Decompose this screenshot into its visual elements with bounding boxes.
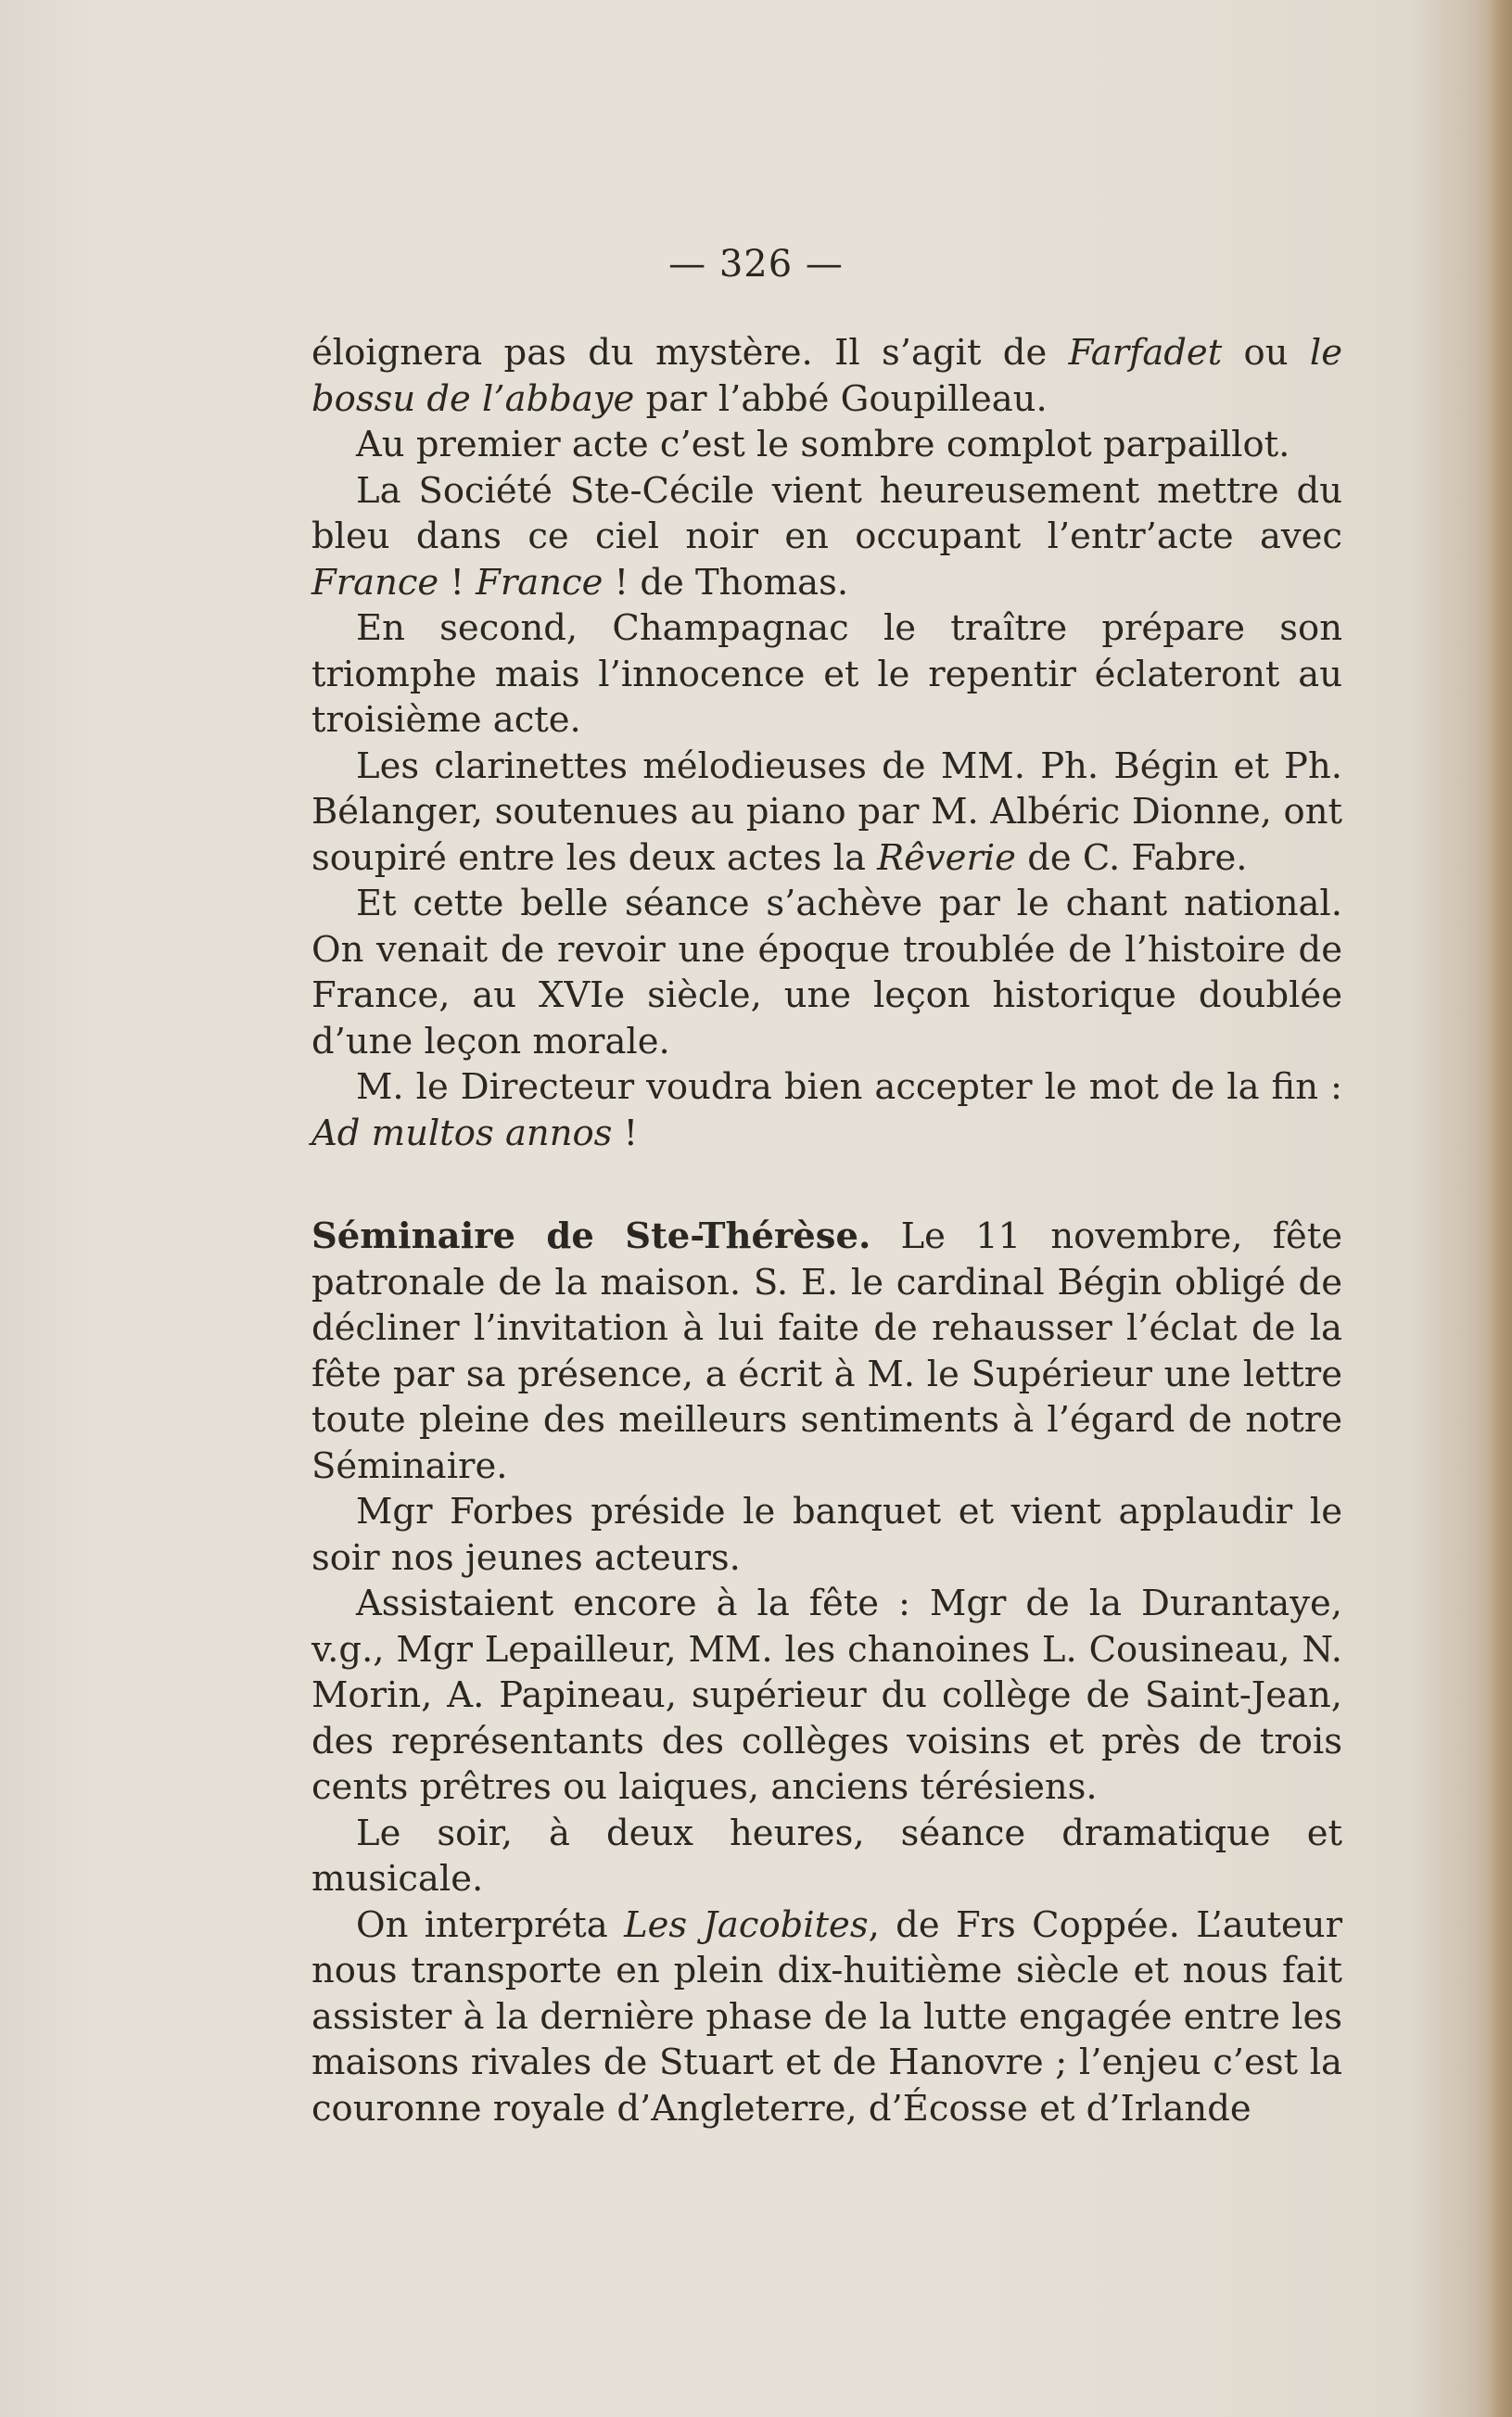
paragraph-directeur (311, 1064, 1342, 1156)
paragraph-forbes (311, 1489, 1342, 1581)
play-title-jacobites: Les Jacobites (624, 1903, 869, 1946)
paragraph-clarinettes (311, 744, 1342, 882)
paragraph-premier-acte (311, 422, 1342, 468)
page-edge (1486, 0, 1512, 2417)
text-run: Assistaient encore à la fête : Mgr de la Durantaye, v.g., Mgr Lepailleur, MM. les chanoines L. Cousineau, N. Morin, A. Papineau, supérieur du collège de Saint-Jean, des représentants des collèges voisins et près de trois cents prêtres ou laiques, anciens térésiens. (311, 1583, 1342, 1808)
text-run: Mgr Forbes préside le banquet et vient applaudir le soir nos jeunes acteurs. (311, 1491, 1342, 1579)
text-run: La Société Ste-Cécile vient heureusement mettre du bleu dans ce ciel noir en occupant l’entr’acte avec (311, 469, 1342, 557)
paragraph-jacobites (311, 1902, 1342, 2132)
text-run: , de Frs Coppée. L’auteur nous transporte en plein dix-huitième siècle et nous fait assister à la dernière phase de la lutte engagée entre les maisons rivales de Stuart et de Hanovre ; l’enjeu c’est la couronne royale d’Angleterre, d’Écosse et d’Irlande (311, 1903, 1342, 2130)
text-run: Au premier acte c’est le sombre complot parpaillot. (356, 424, 1290, 465)
text-run: Le soir, à deux heures, séance dramatique et musicale. (311, 1812, 1342, 1900)
text-run: On interpréta (356, 1903, 625, 1946)
paragraph-le-soir (311, 1811, 1342, 1902)
paragraph-second-acte (311, 605, 1342, 744)
paragraph-ste-cecile (311, 468, 1342, 606)
text-run: M. le Directeur voudra bien accepter le mot de la fin : (356, 1066, 1342, 1108)
song-title-france: France (476, 561, 604, 604)
play-title-farfadet: Farfadet (1068, 332, 1223, 374)
text-run: Et cette belle séance s’achève par le chant national. On venait de revoir une époque troublée de l’histoire de France, au XVIe siècle, une leçon historique doublée d’une leçon morale. (311, 883, 1342, 1062)
body-text (311, 330, 1342, 2131)
page-number: — 326 — (668, 243, 844, 286)
play-subtitle: le bossu de l’abbaye (311, 332, 1342, 420)
paragraph-farfadet (311, 330, 1342, 422)
paragraph-assistaient (311, 1581, 1342, 1811)
text-run: Les clarinettes mélodieuses de MM. Ph. Bégin et Ph. Bélanger, soutenues au piano par M. Albéric Dionne, ont soupiré entre les deux actes la (311, 744, 1342, 879)
text-run: En second, Champagnac le traître prépare son triomphe mais l’innocence et le repentir éclateront au troisième acte. (311, 607, 1342, 741)
text-run: ou (1222, 332, 1310, 374)
section-heading: Séminaire de Ste-Thérèse. (311, 1215, 871, 1257)
text-run: ! (612, 1112, 639, 1154)
text-run: ! (438, 561, 476, 604)
paragraph-chant-national (311, 881, 1342, 1064)
latin-phrase: Ad multos annos (311, 1112, 613, 1154)
text-run: Le 11 novembre, fête patronale de la maison. S. E. le cardinal Bégin obligé de décliner l’invitation à lui faite de rehausser l’éclat de la fête par sa présence, a écrit à M. le Supérieur une lettre toute pleine des meilleurs sentiments à l’égard de notre Séminaire. (311, 1215, 1342, 1487)
song-title-france: France (311, 561, 439, 604)
text-run: de C. Fabre. (1015, 836, 1248, 879)
text-run: ! de Thomas. (603, 561, 849, 604)
music-title-reverie: Rêverie (877, 836, 1016, 879)
text-run: éloignera pas du mystère. Il s’agit de (311, 332, 1069, 374)
paragraph-seminaire (311, 1214, 1342, 1489)
text-run: par l’abbé Goupilleau. (634, 377, 1048, 420)
